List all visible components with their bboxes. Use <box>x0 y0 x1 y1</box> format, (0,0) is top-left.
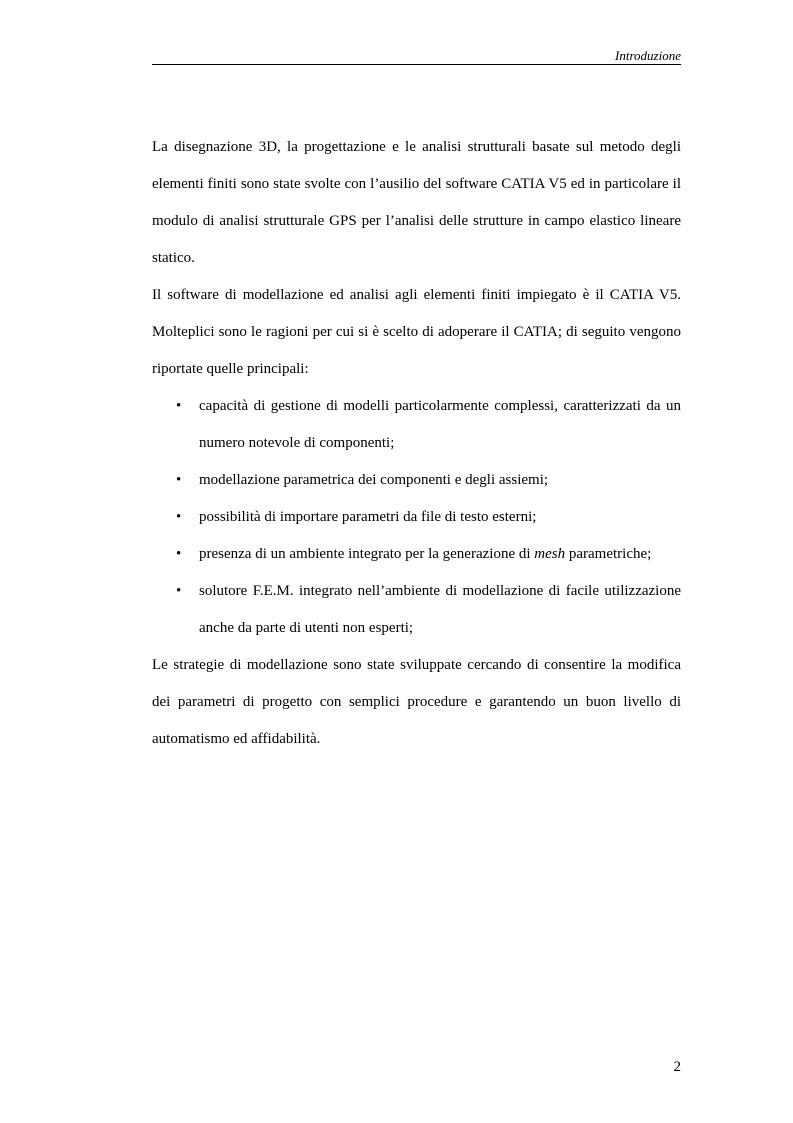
list-item-text: modellazione parametrica dei componenti e degli assiemi; <box>199 472 549 488</box>
bullet-icon: • <box>176 546 182 562</box>
list-item-emphasis: mesh <box>534 546 566 562</box>
paragraph-strategies: Le strategie di modellazione sono state sviluppate cercando di consentire la modifica dei parametri di progetto con semplici procedure e garantendo un buon livello di automatismo ed affidabilità. <box>152 657 681 747</box>
list-item-text-before: presenza di un ambiente integrato per la generazione di <box>199 546 535 562</box>
list-item-text: solutore F.E.M. integrato nell’ambiente di modellazione di facile utilizzazione anche da parte di utenti non esperti; <box>199 583 681 636</box>
bullet-icon: • <box>176 472 182 488</box>
list-item <box>152 388 681 462</box>
bullet-icon: • <box>176 398 182 414</box>
paragraph-software: Il software di modellazione ed analisi agli elementi finiti impiegato è il CATIA V5. Molteplici sono le ragioni per cui si è scelto di adoperare il CATIA; di seguito vengono riportate quelle principali: <box>152 287 681 377</box>
bullet-icon: • <box>176 509 182 525</box>
list-item <box>152 536 681 573</box>
list-item-text: capacità di gestione di modelli particolarmente complessi, caratterizzati da un numero notevole di componenti; <box>199 398 681 451</box>
paragraph-intro: La disegnazione 3D, la progettazione e le analisi strutturali basate sul metodo degli elementi finiti sono state svolte con l’ausilio del software CATIA V5 ed in particolare il modulo di analisi strutturale GPS per l’analisi delle strutture in campo elastico lineare statico. <box>152 139 681 266</box>
bullet-icon: • <box>176 583 182 599</box>
page-number: 2 <box>673 1059 681 1075</box>
body-text <box>152 129 681 758</box>
list-item <box>152 573 681 647</box>
list-item <box>152 499 681 536</box>
list-item-text-after: parametriche; <box>565 546 652 562</box>
list-item-text: possibilità di importare parametri da file di testo esterni; <box>199 509 537 525</box>
list-item <box>152 462 681 499</box>
header-rule <box>152 64 681 65</box>
reasons-list <box>152 388 681 647</box>
running-header-title: Introduzione <box>615 48 681 63</box>
